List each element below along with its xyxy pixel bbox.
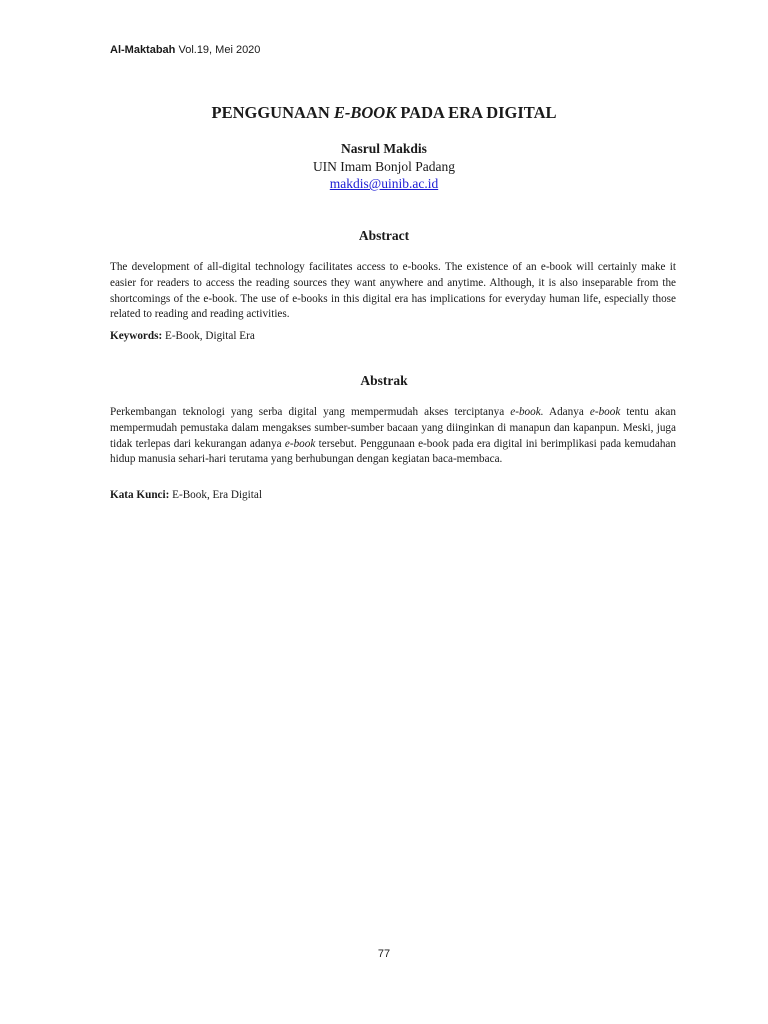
- kata-kunci-value: E-Book, Era Digital: [169, 489, 262, 501]
- journal-name: Al-Maktabah: [110, 44, 176, 56]
- abstrak-italic-3: e-book: [284, 437, 316, 450]
- abstrak-text-1: Perkembangan teknologi yang serba digital yang mempermudah akses terciptanya: [110, 406, 511, 418]
- title-part-1: PENGGUNAAN: [211, 103, 334, 122]
- author-affiliation: UIN Imam Bonjol Padang: [312, 159, 456, 174]
- page-number: 77: [377, 948, 391, 960]
- abstrak-text: [110, 405, 676, 468]
- abstrak-heading: Abstrak: [360, 373, 408, 388]
- keywords-line: [110, 330, 676, 342]
- author-name: Nasrul Makdis: [341, 141, 427, 156]
- title-italic: E-BOOK: [333, 103, 397, 122]
- kata-kunci-line: [110, 489, 676, 501]
- abstrak-italic-1: e-book.: [510, 406, 544, 418]
- paper-title: [0, 103, 768, 123]
- title-part-2: PADA ERA DIGITAL: [396, 103, 557, 122]
- abstract-heading: Abstract: [358, 228, 410, 243]
- running-header: [110, 44, 260, 56]
- kata-kunci-label: Kata Kunci:: [110, 489, 170, 501]
- abstrak-text-3: tentu akan mempermudah pemustaka dalam mengakses sumber-sumber bacaan yang diinginkan di manapun dan kapanpun. Meski, juga tidak terlepas dari kekurangan adanya: [110, 406, 676, 450]
- abstract-text: The development of all-digital technology facilitates access to e-books. The existence of an e-book will certainly make it easier for readers to access the reading sources they want anywhere and anytime. Although, it is also inseparable from the shortcomings of the e-book. The use of e-books in this digital era has implications for everyday human life, especially those related to reading and reading activities.: [110, 261, 676, 321]
- journal-issue: Vol.19, Mei 2020: [178, 44, 261, 56]
- abstrak-italic-2: e-book: [589, 406, 621, 418]
- abstrak-text-2: Adanya: [543, 406, 590, 418]
- author-email-line: [0, 176, 768, 192]
- keywords-value: E-Book, Digital Era: [162, 330, 255, 342]
- keywords-label: Keywords:: [110, 330, 163, 342]
- abstrak-text-4: tersebut. Penggunaan e-book pada era digital ini berimplikasi pada kemudahan hidup manusia sehari-hari terutama yang berhubungan dengan kegiatan baca-membaca.: [110, 437, 676, 466]
- author-email-link[interactable]: makdis@uinib.ac.id: [329, 176, 439, 191]
